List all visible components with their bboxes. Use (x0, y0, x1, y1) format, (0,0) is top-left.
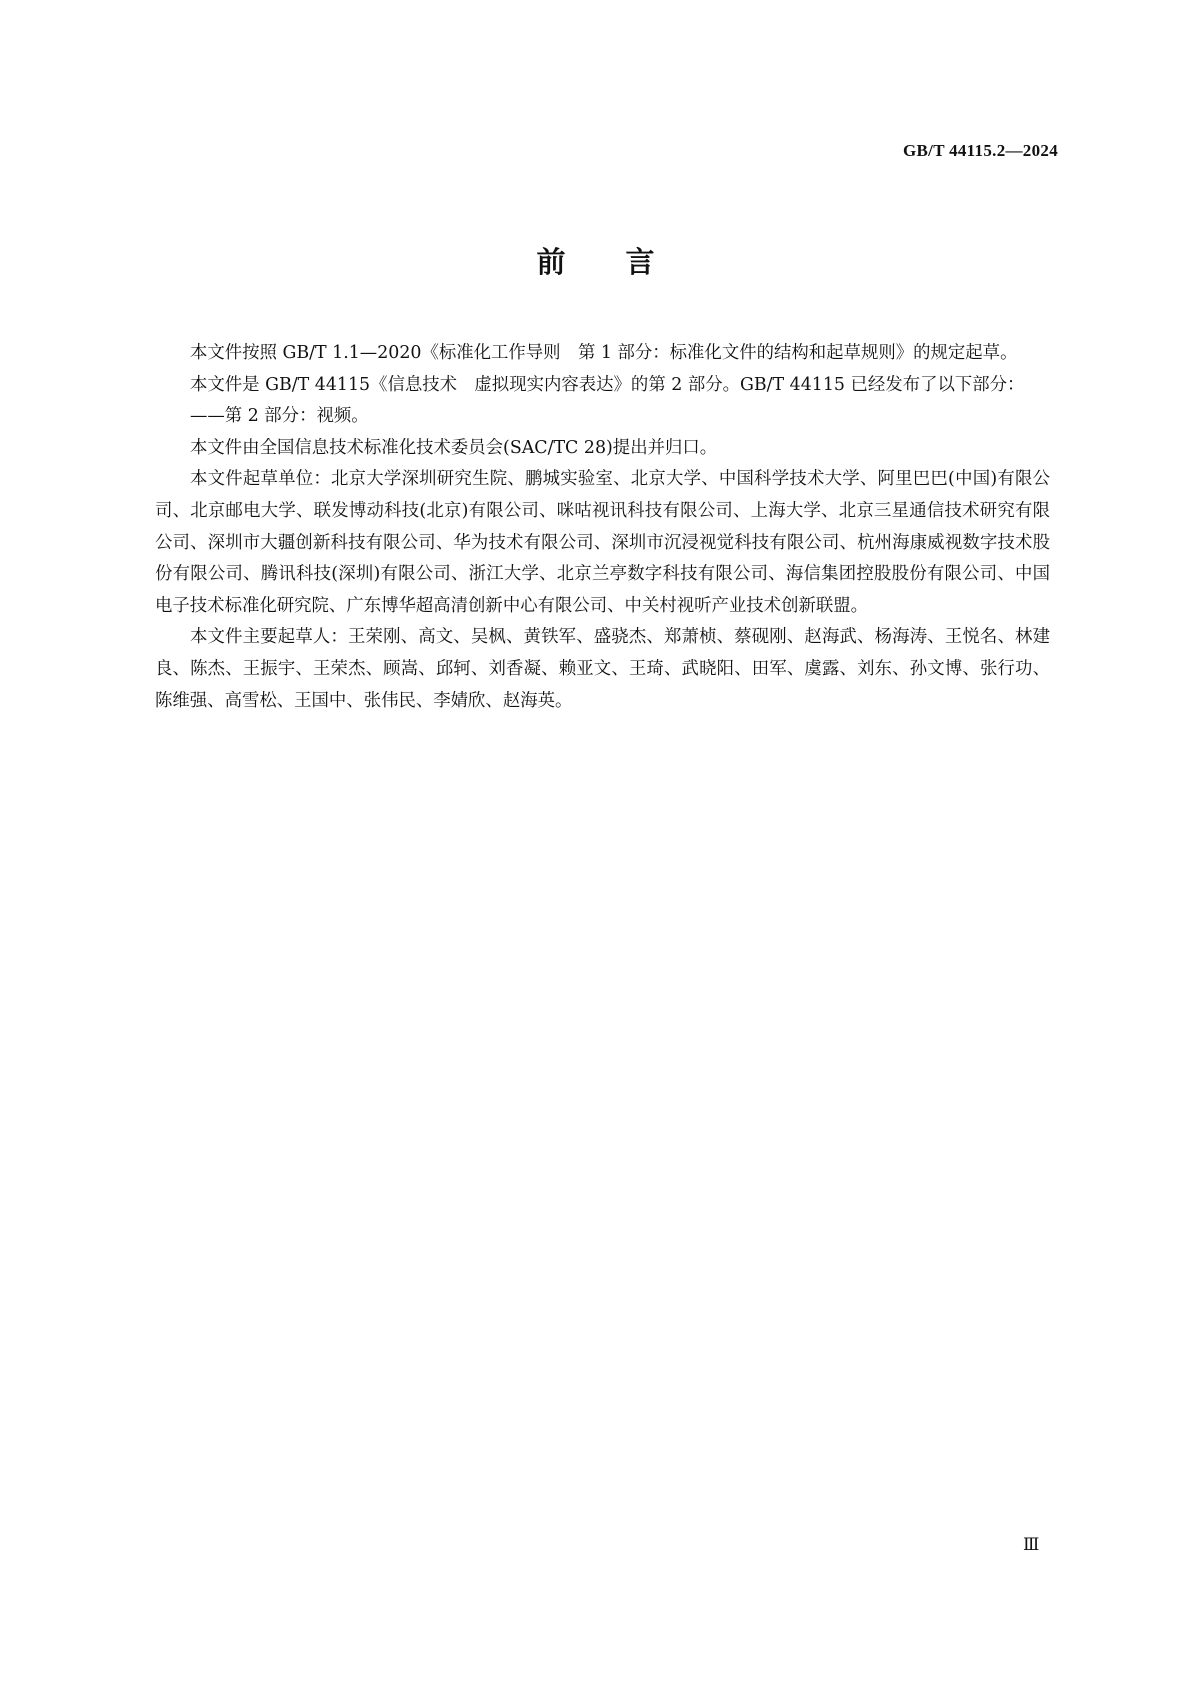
page-number: Ⅲ (1023, 1535, 1040, 1554)
paragraph-drafters: 本文件主要起草人：王荣刚、高文、吴枫、黄铁军、盛骁杰、郑萧桢、蔡砚刚、赵海武、杨海涛、王悦名、林建良、陈杰、王振宇、王荣杰、顾嵩、邱轲、刘香凝、赖亚文、王琦、武晓阳、田军、虞露、刘东、孙文博、张行功、陈维强、高雪松、王国中、张伟民、李婧欣、赵海英。 (155, 627, 1050, 711)
paragraph-drafting-organizations: 本文件起草单位：北京大学深圳研究生院、鹏城实验室、北京大学、中国科学技术大学、阿里巴巴(中国)有限公司、北京邮电大学、联发博动科技(北京)有限公司、咪咕视讯科技有限公司、上海大学、北京三星通信技术研究有限公司、深圳市大疆创新科技有限公司、华为技术有限公司、深圳市沉浸视觉科技有限公司、杭州海康威视数字技术股份有限公司、腾讯科技(深圳)有限公司、浙江大学、北京兰亭数字科技有限公司、海信集团控股股份有限公司、中国电子技术标准化研究院、广东博华超高清创新中心有限公司、中关村视听产业技术创新联盟。 (155, 469, 1050, 616)
page-title: 前言 (536, 245, 715, 279)
paragraph-drafting-rules: 本文件按照 GB/T 1.1—2020《标准化工作导则 第 1 部分：标准化文件的结构和起草规则》的规定起草。 (190, 343, 1018, 363)
paragraph-series-parts: 本文件是 GB/T 44115《信息技术 虚拟现实内容表达》的第 2 部分。GB/T 44115 已经发布了以下部分： (190, 374, 1025, 395)
document-code: GB/T 44115.2—2024 (903, 141, 1058, 160)
paragraph-part-list-item: ——第 2 部分：视频。 (190, 406, 369, 427)
foreword-body (155, 338, 1050, 717)
paragraph-proposer: 本文件由全国信息技术标准化技术委员会(SAC/TC 28)提出并归口。 (190, 437, 718, 458)
